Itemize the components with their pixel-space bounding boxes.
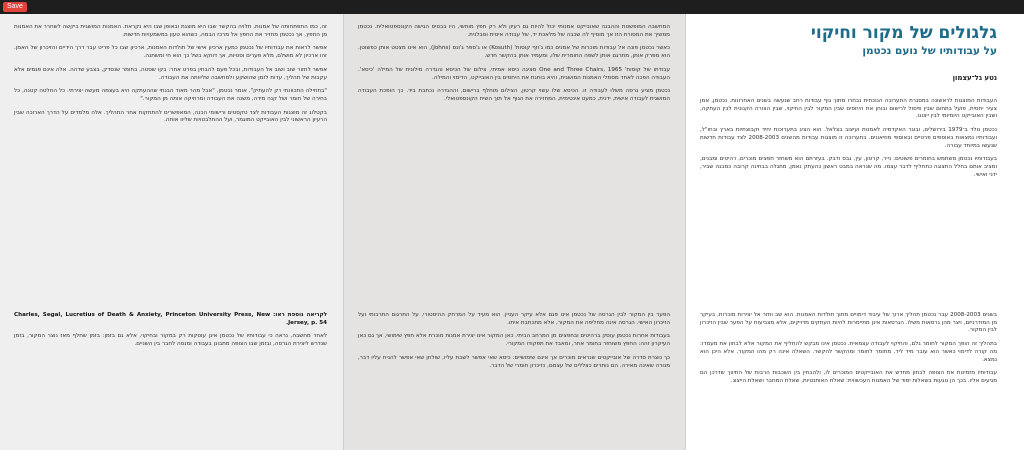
paragraph: בקטלוג זה מוצגות העבודות לצד טקסטים ורישומי הכנה, המאפשרים להתחקות אחר התהליך. אלה מלמדים על הדרך הארוכה שבין הרעיון הראשוני לבין האובייקט המוגמר, ועל ההתלבטויות שליוו אותה. (14, 109, 327, 124)
paragraph: "בתחילה התכוונתי רק להעתיק", אומר נכטמן, "אבל מהר מאוד הבנתי שההעתקה היא בעצמה מעשה יצירתי. כל החלטה קטנה, כל בחירה של חומר ושל קנה מידה, משנה את העבודה ומרחיקה אותה מן המקור." (14, 88, 327, 102)
document-subtitle: על עבודותיו של נועם נכטמן (862, 45, 997, 57)
paragraph: בעבודות אחרות נכטמן עוסק ברהיטים ובחפצים מן המרחב הביתי. כאן המקור אינו יצירת אמנות מוכרת אלא חפץ שימושי, אך גם כאן העיקרון זהה: החפץ משוחזר בחומר אחר, ומאבד את תפקודו המקורי. (358, 333, 670, 348)
page-left (0, 14, 343, 450)
paragraph: בשנים 2008-2003 עבר נכטמן תהליך ארוך של עיבוד דימויים מתוך תולדות האמנות. הוא שב וחזר אל יצירות מוכרות, בעיקר מן המודרניזם, ויצר מהן גרסאות משלו. הגרסאות אינן מתיימרות להיות העתקים מדויקים, אלא מצביעות על הפער שבין הזיכרון לבין המקור. (700, 312, 997, 334)
paragraph: עבודותיו מזמינות את הצופה לבחון מחדש את האובייקטים המוכרים לו, ולהבחין בין השכבות הרבות של התיווך שדרכן הם מגיעים אליו. בכך הן נוגעות בשאלות יסוד של האמנות העכשווית: שאלת האותנטיות, שאלת המחבר ושאלת הייצוג. (700, 370, 997, 384)
paragraph: עבודתו של קוסות' One and Three Chairs, 1965 מציגה כיסא אמיתי, צילום של הכיסא והגדרה מילונית של המילה 'כיסא'. העבודה הפכה לאחד מסמלי האמנות המושגית, והיא בוחנת את היחסים בין האובייקט, הדימוי והמילה. (358, 66, 671, 81)
paragraph: זה, כמו התפתחותה של אמנות, תלויה בהקשר שבו היא מוצגת ובאופן שבו היא נקראת. האמנות המושגית ביקשה לשחרר את האמנות מן החפץ, אך נכטמן מחזיר את החפץ אל מרכז הבמה, כשהוא טעון במשמעויות חדשות. (14, 24, 327, 38)
text-column (358, 24, 670, 110)
text-column-lower (700, 312, 997, 392)
paragraph: נכטמן נולד ב־1979 בירושלים, ובוגר האקדמיה לאמנות ועיצוב בצלאל. הוא הציג בתערוכות יחיד וקבוצתיות בארץ ובחו"ל, ועבודותיו נמצאות באוספים פרטיים ובאוספי מוזיאונים. בתערוכה זו מוצגות עבודות מהשנים 2008-2003 לצד עבודות חדשות שנעשו במיוחד עבורה. (700, 127, 997, 149)
text-column (700, 98, 997, 185)
paragraph: אפשר לחזור שוב ושוב אל העבודות, ובכל פעם להבחין בפרט אחר: בקו שסטה, בחומר שנסדק, בצבע שדהה. אלה אינם פגמים אלא עקבות של תהליך, עדות לזמן שהושקע ולמחשבה שליוותה את העבודה. (14, 66, 327, 81)
author-name: נטע גל־עצמון (952, 74, 997, 82)
page-right (685, 14, 1024, 450)
paragraph: העבודות המוצגות לראשונה במסגרת התערוכה הנוכחית נבחרו מתוך גוף עבודות רחב שנעשה בשנים האחרונות. נכטמן, אמן צעיר יחסית, פועל בתחום שבין פיסול לרישום ובוחן את היחסים שבין המקור לבין החיקוי, שבין הצורה הקנונית לבין העתקה, ושבין האובייקט היומיומי לבין ייצוגו. (700, 98, 997, 120)
paragraph: כך נוצרת סדרה של אובייקטים שנראים מוכרים אך אינם שימושיים: כיסא שאי אפשר לשבת עליו, שולחן שאי אפשר להניח עליו דבר, מנורה שאינה מאירה. הם נותרים כצללים של עצמם, כזיכרון חומרי של הדבר. (358, 354, 670, 369)
paragraph: בעבודותיו נכטמן משתמש בחומרים פשוטים: נייר, קרטון, עץ, גבס ודבק. בעזרתם הוא משחזר חפצים מוכרים, רהיטים ומבנים, ומציב אותם בחלל התצוגה כתחליף לדבר עצמו. מה שנראה במבט ראשון כהעתק נאמן, מתגלה בבחינה קרובה כמבנה שביר, ידני ואישי. (700, 156, 997, 178)
title-block (811, 22, 997, 57)
paragraph: הפער בין המקור לבין הגרסה של נכטמן אינו פגם אלא עיקר העניין. הוא מעיד על המרחק ההיסטורי, על התרגום התרבותי ועל הזיכרון האישי. הגרסה אינה מחליפה את המקור, אלא מתכתבת איתו. (358, 312, 670, 326)
reference-paragraph: לקריאה נוספת ראו: Charles, Segal, Lucretius of Death & Anxiety, Princeton University Press, New Jersey, p. 54. (14, 312, 327, 326)
paragraph: לאחר מחשבה, נראה כי עבודותיו של נכטמן אינן עוסקות רק במקור ובחיקוי, אלא גם בזמן: בזמן שחלף מאז נוצר המקור, בזמן שנדרש ליצירת הגרסה, ובזמן שבו הצופה מתבונן בעבודה ומנסה לחבר בין השניים. (14, 333, 327, 348)
save-button[interactable]: Save (3, 2, 27, 12)
text-column-lower (358, 312, 670, 376)
text-column (14, 24, 327, 131)
viewer-toolbar (0, 0, 1024, 14)
paragraph: נכטמן מציע גרסה משלו לעבודה זו. הכיסא שלו עשוי קרטון, הצילום מוחלף ברישום, וההגדרה נכתבת ביד. כך הופכת העבודה המושגית לעבודה אישית, ידנית, כמעט אינטימית, המחזירה את הגוף אל תוך השיח הקונספטואלי. (358, 88, 670, 102)
text-column-lower (14, 312, 327, 355)
document-title: גלגולים של מקור וחיקוי (810, 23, 997, 43)
paragraph: כאשר נכטמן פונה אל עבודות מוכרות של אמנים כמו ג'וזף קוסות' (Kosuth) או ג'ספר ג'ונס (Johns), הוא אינו מצטט אותן כפשוטן. הוא מפרק אותן, מתרגם אותן לשפה החומרית שלו, ומעמיד אותן בהקשר חדש. (358, 45, 670, 60)
paragraph: המחשבה המופשטת וההבנה שאובייקט אמנותי יכול להיות גם רעיון ולא רק חפץ מוחשי, היו בבסיס הגישה הקונספטואלית. נכטמן ממשיך את המסורת הזו אך מוסיף לה שכבה של מלאכת יד, של עבודה איטית וסבלנית. (358, 24, 670, 38)
page-middle (343, 14, 686, 450)
paragraph: בתהליך זה הופך המקור לחומר גלם, והחיקוי לעבודה עצמאית. נכטמן אינו מבקש להחליף את המקור אלא לבחון את מעמדו: מה קורה לדימוי כאשר הוא עובר מיד ליד, מחומר לחומר ומהקשר להקשר. השאלה אינה רק מהו המקור, אלא היכן הוא נמצא. (700, 341, 997, 363)
paragraph: אפשר לראות את עבודותיו של נכטמן כמעין ארכיון אישי של תולדות האמנות, ארכיון שבו כל פריט עבר דרך הידיים והזיכרון של האמן. זהו ארכיון לא מושלם, מלא פערים וסטיות, אך דווקא בשל כך הוא חי ומשתנה. (14, 45, 327, 60)
